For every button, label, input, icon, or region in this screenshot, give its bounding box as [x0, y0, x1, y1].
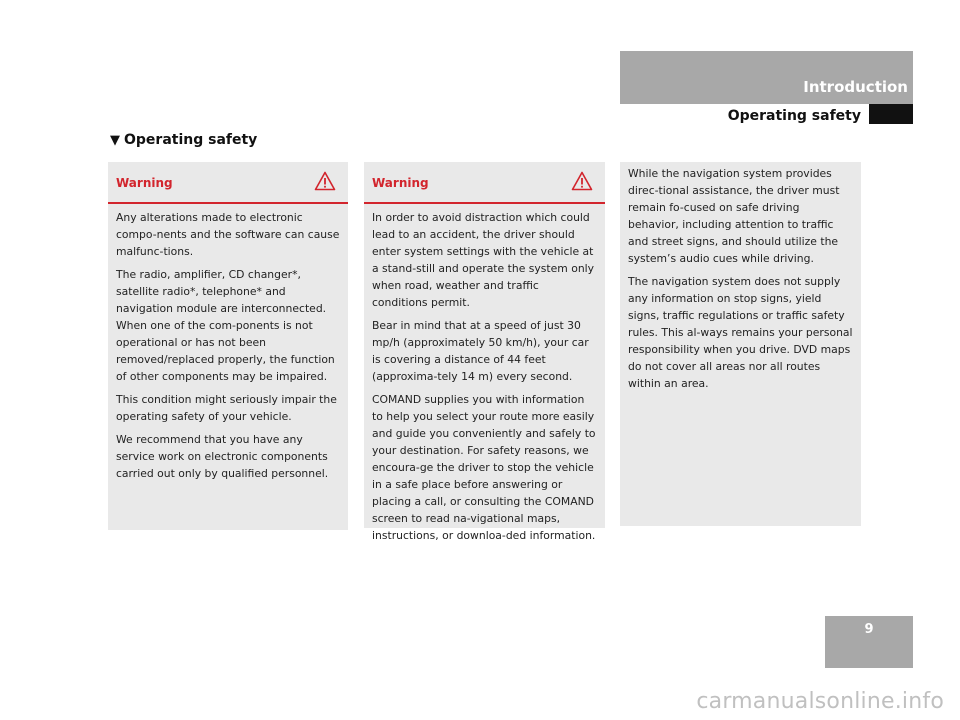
page-number-box: [825, 616, 913, 668]
page-title-text: Operating safety: [124, 132, 258, 148]
paragraph: While the navigation system provides direc-tional assistance, the driver must remain fo-cused on safe driving behavior, including attention to traffic and street signs, and should utilize the system’s audio cues while driving.: [628, 167, 840, 265]
paragraph: Any alterations made to electronic compo-nents and the software can cause malfunc-tions.: [116, 211, 340, 258]
warning-panel-2: [364, 162, 605, 542]
info-body: [620, 162, 861, 392]
paragraph: The radio, amplifier, CD changer*, satellite radio*, telephone* and navigation module are interconnected. When one of the com-ponents is not operational or has not been removed/replaced properly, the function of other components may be impaired.: [116, 268, 335, 383]
warning-header: [108, 162, 348, 204]
header-marker: [869, 104, 913, 124]
paragraph: Bear in mind that at a speed of just 30 mp/h (approximately 50 km/h), your car is covering a distance of 44 feet (approxima-tely 14 m) every second.: [372, 319, 589, 383]
paragraph: The navigation system does not supply any information on stop signs, yield signs, traffic regulations or traffic safety rules. This al-ways remains your personal responsibility when you drive. DVD maps do not cover all areas nor all routes within an area.: [628, 275, 853, 390]
section-header: Operating safety: [727, 108, 861, 124]
watermark: carmanualsonline.info: [696, 689, 944, 714]
info-panel: [620, 162, 861, 526]
warning-body: [364, 204, 605, 544]
paragraph: We recommend that you have any service work on electronic components carried out only by qualified personnel.: [116, 433, 329, 480]
page-number: 9: [864, 622, 874, 637]
triangle-bullet-icon: ▼: [110, 133, 120, 148]
warning-triangle-icon: [314, 171, 336, 195]
chapter-title: Introduction: [803, 78, 908, 96]
warning-label: Warning: [372, 176, 429, 190]
warning-label: Warning: [116, 176, 173, 190]
paragraph: In order to avoid distraction which could lead to an accident, the driver should enter system settings with the vehicle at a stand-still and operate the system only when road, weather and traffic conditions permit.: [372, 211, 595, 309]
page-title: [110, 132, 257, 148]
warning-header: [364, 162, 605, 204]
warning-triangle-icon: [571, 171, 593, 195]
paragraph: COMAND supplies you with information to help you select your route more easily and guide you conveniently and safely to your destination. For safety reasons, we encoura-ge the driver to stop the vehicle in a safe place before answering or placing a call, or consulting the COMAND screen to read na-vigational maps, instructions, or downloa-ded information.: [372, 393, 596, 542]
warning-body: [108, 204, 348, 482]
warning-panel-1: [108, 162, 348, 530]
paragraph: This condition might seriously impair the operating safety of your vehicle.: [116, 393, 337, 423]
